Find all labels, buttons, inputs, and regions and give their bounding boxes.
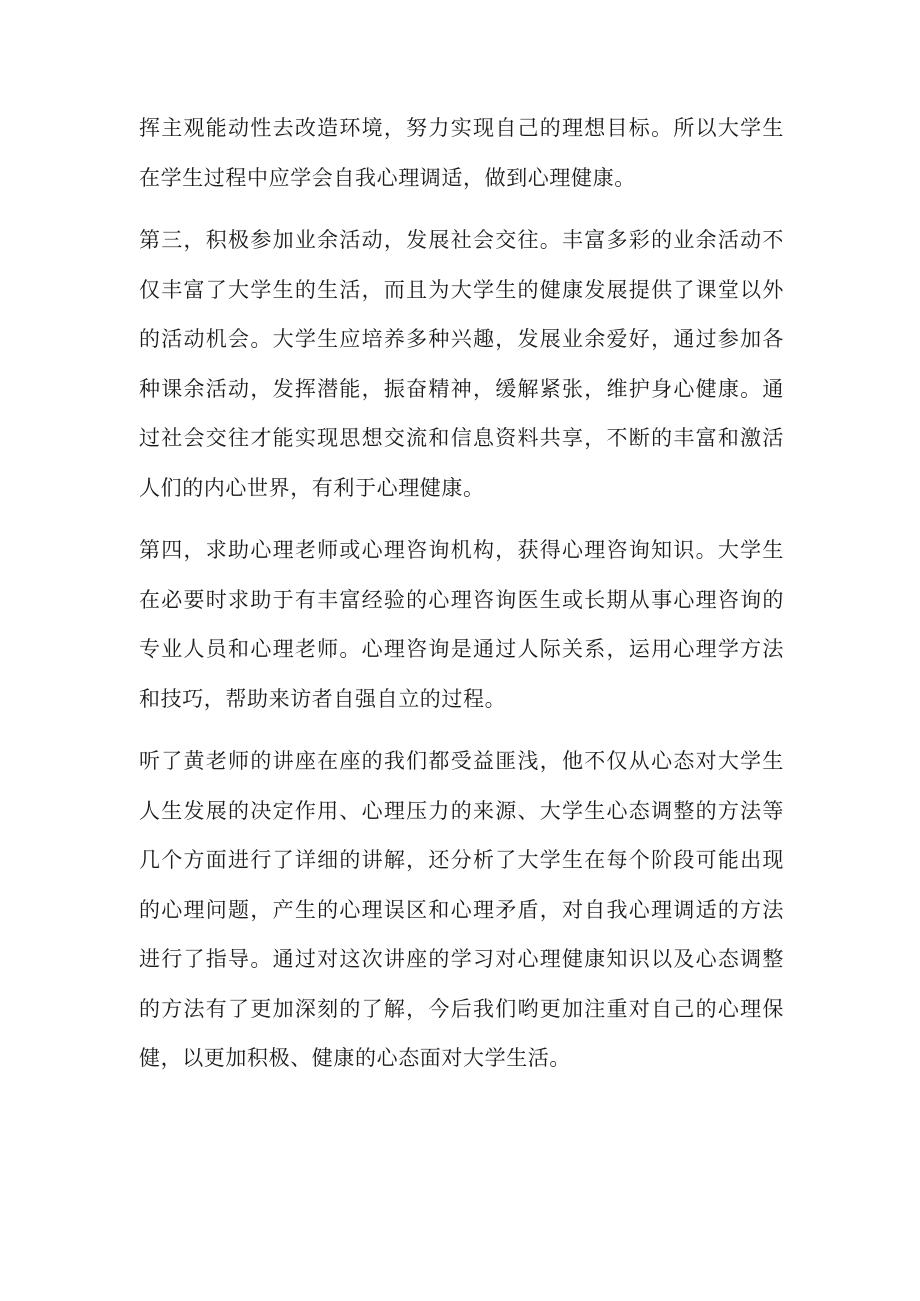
document-body [139, 104, 784, 1097]
paragraph-third-point: 第三，积极参加业余活动，发展社会交往。丰富多彩的业余活动不仅丰富了大学生的生活，而且为大学生的健康发展提供了课堂以外的活动机会。大学生应培养多种兴趣，发展业余爱好，通过参加各种课余活动，发挥潜能，振奋精神，缓解紧张，维护身心健康。通过社会交往才能实现思想交流和信息资料共享，不断的丰富和激活人们的内心世界，有利于心理健康。 [139, 228, 784, 500]
paragraph-conclusion: 听了黄老师的讲座在座的我们都受益匪浅，他不仅从心态对大学生人生发展的决定作用、心理压力的来源、大学生心态调整的方法等几个方面进行了详细的讲解，还分析了大学生在每个阶段可能出现的心理问题，产生的心理误区和心理矛盾，对自我心理调适的方法进行了指导。通过对这次讲座的学习对心理健康知识以及心态调整的方法有了更加深刻的了解，今后我们哟更加注重对自己的心理保健，以更加积极、健康的心态面对大学生活。 [139, 749, 784, 1070]
paragraph-fourth-point: 第四，求助心理老师或心理咨询机构，获得心理咨询知识。大学生在必要时求助于有丰富经验的心理咨询医生或长期从事心理咨询的专业人员和心理老师。心理咨询是通过人际关系，运用心理学方法和技巧，帮助来访者自强自立的过程。 [139, 538, 784, 711]
paragraph-continuation: 挥主观能动性去改造环境，努力实现自己的理想目标。所以大学生在学生过程中应学会自我心理调适，做到心理健康。 [139, 116, 784, 190]
